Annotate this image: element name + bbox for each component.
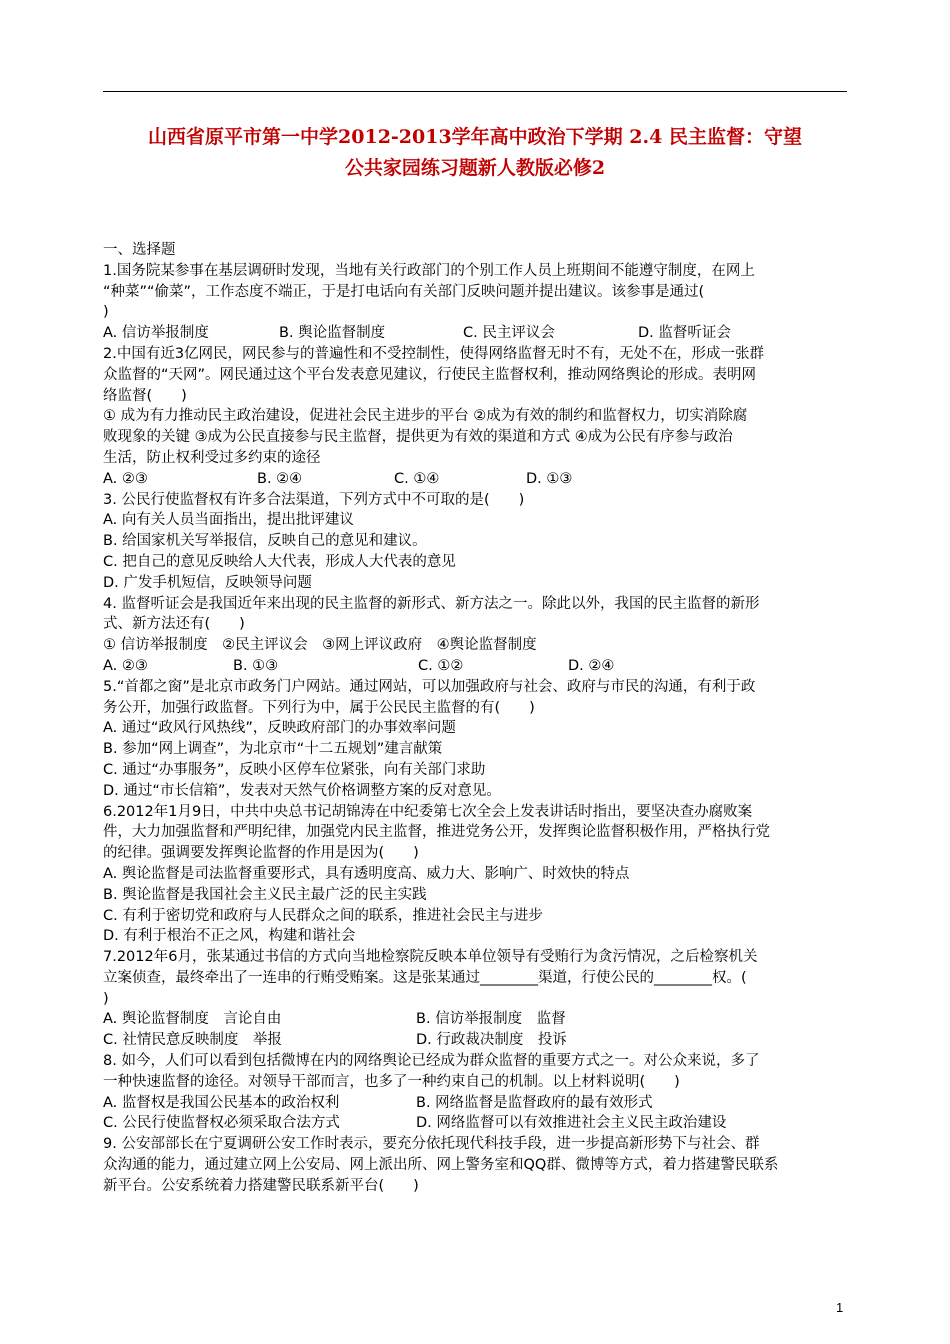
q7-stem: )	[103, 990, 109, 1007]
q2-options	[103, 469, 853, 490]
q4-option-a: A. ②③	[103, 657, 148, 674]
q5-stem: 5.“首都之窗”是北京市政务门户网站。通过网站，可以加强政府与社会、政府与市民的沟通，有利于政	[103, 678, 756, 695]
q9-stem: 9. 公安部部长在宁夏调研公安工作时表示，要充分依托现代科技手段，进一步提高新形势下与社会、群	[103, 1136, 760, 1153]
q5-option-d: D. 通过“市长信箱”，发表对天然气价格调整方案的反对意见。	[103, 782, 501, 799]
q5-option-b: B. 参加“网上调查”，为北京市“十二五规划”建言献策	[103, 741, 443, 758]
q8-options-row-1	[103, 1093, 853, 1114]
q7-stem: 7.2012年6月，张某通过书信的方式向当地检察院反映本单位领导有受贿行为贪污情况，之后检察机关	[103, 949, 758, 966]
q1-stem: 1.国务院某参事在基层调研时发现，当地有关行政部门的个别工作人员上班期间不能遵守制度，在网上	[103, 262, 755, 279]
q2-stem: 2.中国有近3亿网民，网民参与的普遍性和不受控制性，使得网络监督无时不有，无处不在，形成一张群	[103, 345, 765, 362]
q3-option-a: A. 向有关人员当面指出，提出批评建议	[103, 512, 354, 529]
q5-stem: 务公开，加强行政监督。下列行为中，属于公民民主监督的有( )	[103, 699, 535, 716]
q2-statements: 败现象的关键 ③成为公民直接参与民主监督，提供更为有效的渠道和方式 ④成为公民有序参与政治	[103, 429, 733, 446]
page-number: 1	[836, 1300, 844, 1315]
q1-option-c: C. 民主评议会	[463, 325, 555, 342]
q2-stem: 众监督的“天网”。网民通过这个平台发表意见建议，行使民主监督权利，推动网络舆论的形成。表明网	[103, 366, 757, 383]
q9-stem: 众沟通的能力，通过建立网上公安局、网上派出所、网上警务室和QQ群、微博等方式，着力搭建警民联系	[103, 1157, 779, 1174]
q2-option-d: D. ①③	[526, 470, 573, 487]
q7-option-c: C. 社情民意反映制度 举报	[103, 1032, 282, 1049]
q4-option-d: D. ②④	[568, 657, 615, 674]
section-heading: 一、选择题	[103, 242, 176, 258]
q1-option-b: B. 舆论监督制度	[279, 325, 386, 342]
q4-options	[103, 656, 853, 677]
q8-stem: 8. 如今，人们可以看到包括微博在内的网络舆论已经成为群众监督的重要方式之一。对公众来说，多了	[103, 1053, 760, 1070]
header-rule	[103, 91, 847, 92]
q6-option-a: A. 舆论监督是司法监督重要形式，具有透明度高、威力大、影响广、时效快的特点	[103, 865, 630, 882]
q7-option-a: A. 舆论监督制度 言论自由	[103, 1011, 282, 1028]
q6-stem: 件，大力加强监督和严明纪律，加强党内民主监督，推进党务公开，发挥舆论监督积极作用，严格执行党	[103, 824, 770, 841]
q2-stem: 络监督( )	[103, 387, 187, 404]
q1-options	[103, 323, 853, 344]
q7-options-row-2	[103, 1030, 853, 1051]
q4-statements: ① 信访举报制度 ②民主评议会 ③网上评议政府 ④舆论监督制度	[103, 637, 537, 654]
question-list	[103, 240, 853, 1197]
q1-option-d: D. 监督听证会	[638, 325, 731, 342]
q3-option-d: D. 广发手机短信，反映领导问题	[103, 574, 312, 591]
q8-option-d: D. 网络监督可以有效推进社会主义民主政治建设	[416, 1115, 727, 1132]
q4-stem: 4. 监督听证会是我国近年来出现的民主监督的新形式、新方法之一。除此以外，我国的民主监督的新形	[103, 595, 760, 612]
q2-statements: ① 成为有力推动民主政治建设，促进社会民主进步的平台 ②成为有效的制约和监督权力，切实消除腐	[103, 408, 748, 425]
q1-stem: “种菜”“偷菜”，工作态度不端正，于是打电话向有关部门反映问题并提出建议。该参事是通过(	[103, 283, 705, 300]
q7-option-d: D. 行政裁决制度 投诉	[416, 1032, 567, 1049]
q4-stem: 式、新方法还有( )	[103, 616, 245, 633]
q7-option-b: B. 信访举报制度 监督	[416, 1011, 566, 1028]
q9-stem: 新平台。公安系统着力搭建警民联系新平台( )	[103, 1177, 419, 1194]
q6-stem: 的纪律。强调要发挥舆论监督的作用是因为( )	[103, 845, 419, 862]
q7-stem: 立案侦查，最终牵出了一连串的行贿受贿案。这是张某通过________渠道，行使公民的________权。(	[103, 969, 747, 986]
q5-option-a: A. 通过“政风行风热线”，反映政府部门的办事效率问题	[103, 720, 456, 737]
q5-option-c: C. 通过“办事服务”，反映小区停车位紧张，向有关部门求助	[103, 761, 486, 778]
q4-option-c: C. ①②	[418, 657, 464, 674]
q3-stem: 3. 公民行使监督权有许多合法渠道，下列方式中不可取的是( )	[103, 491, 525, 508]
document-title	[100, 122, 850, 184]
q2-statements: 生活，防止权利受过多约束的途径	[103, 449, 321, 466]
q4-option-b: B. ①③	[233, 657, 279, 674]
q2-option-a: A. ②③	[103, 470, 148, 487]
q3-option-b: B. 给国家机关写举报信，反映自己的意见和建议。	[103, 533, 427, 550]
title-line-1: 山西省原平市第一中学2012-2013学年高中政治下学期 2.4 民主监督：守望	[148, 126, 802, 148]
q1-option-a: A. 信访举报制度	[103, 325, 209, 342]
q6-option-b: B. 舆论监督是我国社会主义民主最广泛的民主实践	[103, 886, 427, 903]
q6-option-c: C. 有利于密切党和政府与人民群众之间的联系，推进社会民主与进步	[103, 907, 543, 924]
q8-option-b: B. 网络监督是监督政府的最有效形式	[416, 1094, 653, 1111]
q6-option-d: D. 有利于根治不正之风，构建和谐社会	[103, 928, 356, 945]
q6-stem: 6.2012年1月9日，中共中央总书记胡锦涛在中纪委第七次全会上发表讲话时指出，要坚决查办腐败案	[103, 803, 753, 820]
q2-option-c: C. ①④	[394, 470, 440, 487]
q2-option-b: B. ②④	[257, 470, 303, 487]
q8-option-c: C. 公民行使监督权必须采取合法方式	[103, 1115, 340, 1132]
q8-stem: 一种快速监督的途径。对领导干部而言，也多了一种约束自己的机制。以上材料说明( )	[103, 1073, 680, 1090]
title-line-2: 公共家园练习题新人教版必修2	[344, 157, 606, 179]
q8-options-row-2	[103, 1113, 853, 1134]
q1-stem: )	[103, 304, 109, 321]
q8-option-a: A. 监督权是我国公民基本的政治权利	[103, 1094, 340, 1111]
q3-option-c: C. 把自己的意见反映给人大代表，形成人大代表的意见	[103, 553, 456, 570]
q7-options-row-1	[103, 1009, 853, 1030]
